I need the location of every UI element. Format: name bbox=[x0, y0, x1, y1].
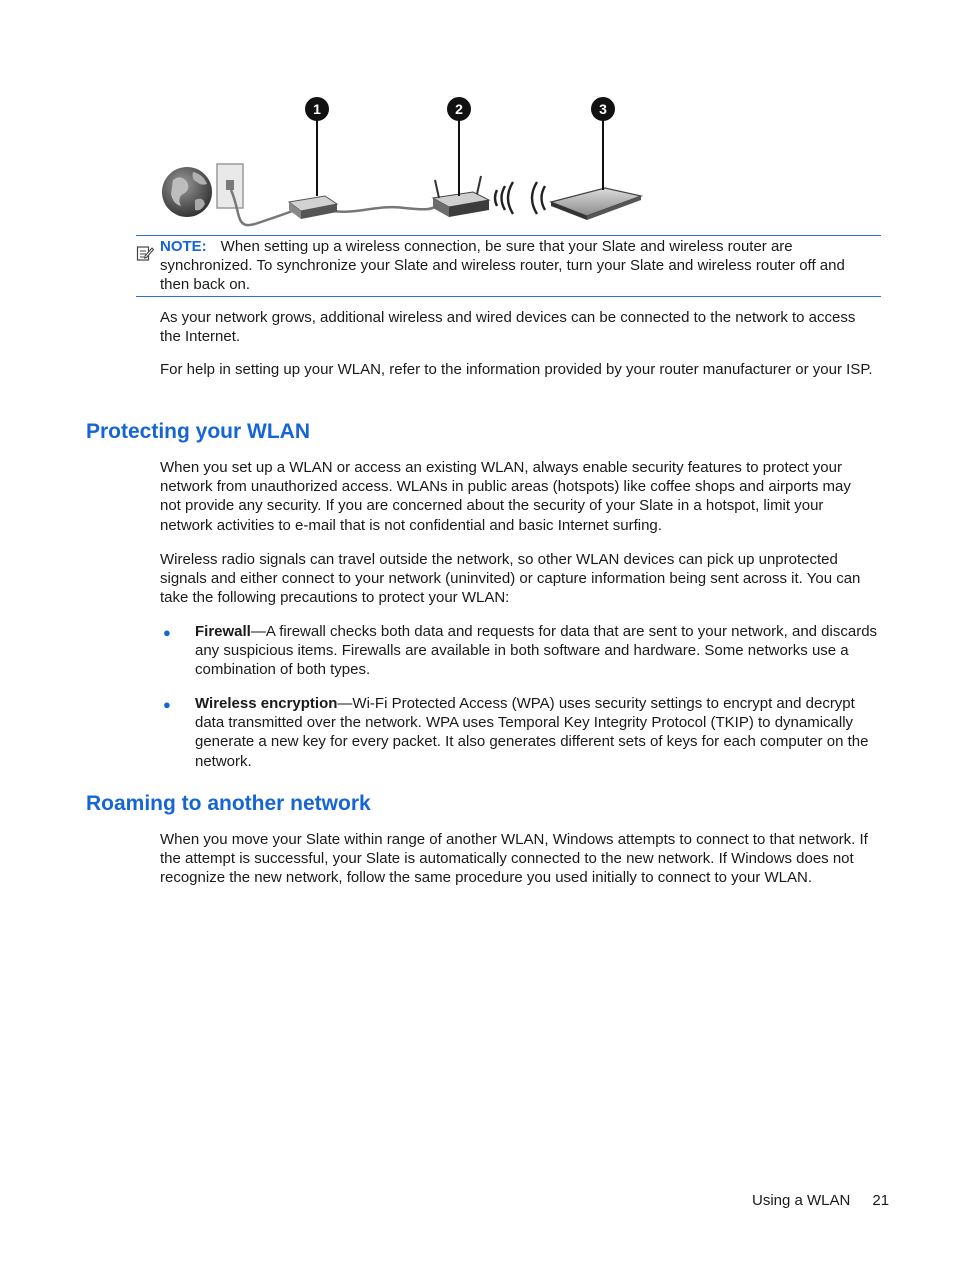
note-pencil-icon bbox=[136, 244, 154, 262]
callout-2-marker bbox=[447, 97, 471, 121]
protecting-paragraph-2: Wireless radio signals can travel outside the network, so other WLAN devices can pick up unprotected signals and either connect to your network (uninvited) or capture information being sent across it. You can take the following precautions to protect your WLAN: bbox=[160, 551, 861, 607]
note-box bbox=[136, 235, 881, 297]
bullet-marker: ● bbox=[163, 697, 171, 712]
heading-protecting-wlan: Protecting your WLAN bbox=[86, 420, 310, 443]
network-diagram-art bbox=[155, 92, 645, 230]
roaming-paragraph-1: When you move your Slate within range of another WLAN, Windows attempts to connect to that network. If the attempt is successful, your Slate is automatically connected to the new network. If Windows does not recognize the new network, follow the same procedure you used initially to connect to your WLAN. bbox=[160, 831, 868, 887]
network-diagram bbox=[155, 92, 645, 230]
modem-icon bbox=[289, 196, 337, 219]
callout-1-marker bbox=[305, 97, 329, 121]
callout-2-label: 2 bbox=[455, 101, 463, 117]
bullet-term: Firewall bbox=[195, 623, 251, 640]
page-footer bbox=[752, 1192, 889, 1209]
intro-paragraph-2: For help in setting up your WLAN, refer to the information provided by your router manufacturer or your ISP. bbox=[160, 361, 873, 378]
heading-roaming: Roaming to another network bbox=[86, 792, 371, 815]
bullet-description: —A firewall checks both data and requests for data that are sent to your network, and discards any suspicious items. Firewalls are available in both software and hardware. Some networks use a combination of both types. bbox=[195, 623, 878, 679]
bullet-term: Wireless encryption bbox=[195, 695, 338, 712]
note-body: When setting up a wireless connection, be sure that your Slate and wireless router are synchronized. To synchronize your Slate and wireless router, turn your Slate and wireless router off and then back on. bbox=[160, 238, 845, 293]
bullet-description: —Wi-Fi Protected Access (WPA) uses security settings to encrypt and decrypt data transmitted over the network. WPA uses Temporal Key Integrity Protocol (TKIP) to dynamically generate a new key for every packet. It also generates different sets of keys for each computer on the network. bbox=[195, 695, 869, 770]
footer-section-title: Using a WLAN bbox=[752, 1192, 851, 1209]
wifi-waves-icon bbox=[495, 182, 545, 214]
callout-1-label: 1 bbox=[313, 101, 321, 117]
globe-icon bbox=[162, 167, 212, 217]
page-number: 21 bbox=[872, 1192, 890, 1209]
bullet-firewall bbox=[195, 622, 880, 680]
note-label: NOTE: bbox=[160, 238, 207, 255]
wall-jack-icon bbox=[217, 164, 243, 208]
callout-3-marker bbox=[591, 97, 615, 121]
tablet-icon bbox=[551, 188, 641, 220]
callout-3-label: 3 bbox=[599, 101, 607, 117]
protecting-paragraph-1: When you set up a WLAN or access an existing WLAN, always enable security features to protect your network from unauthorized access. WLANs in public areas (hotspots) like coffee shops and airports may not provide any security. If you are concerned about the security of your Slate in a hotspot, limit your network activities to e-mail that is not confidential and basic Internet surfing. bbox=[160, 459, 851, 534]
router-icon bbox=[433, 176, 489, 217]
bullet-wireless-encryption bbox=[195, 694, 880, 771]
intro-paragraph-1: As your network grows, additional wireless and wired devices can be connected to the network to access the Internet. bbox=[160, 309, 856, 346]
bullet-marker: ● bbox=[163, 625, 171, 640]
note-text bbox=[160, 236, 878, 296]
